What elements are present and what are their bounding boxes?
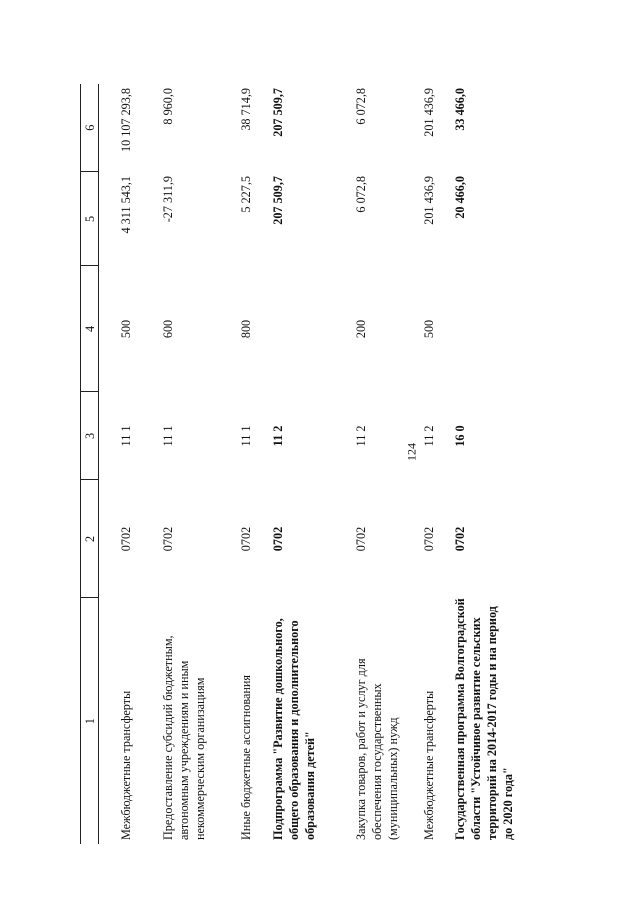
section-code: 0702 — [239, 526, 253, 552]
table-row — [160, 84, 238, 844]
amount-total: 10 107 293,8 — [119, 88, 133, 152]
budget-table — [80, 84, 547, 844]
rotated-page-content — [80, 84, 605, 844]
program-code: 11 2 — [271, 425, 285, 447]
table-row — [452, 84, 547, 844]
program-code: 16 0 — [453, 425, 467, 447]
section-code: 0702 — [422, 526, 436, 552]
table-row — [99, 84, 161, 844]
section-code: 0702 — [354, 526, 368, 552]
program-code: 11 1 — [239, 425, 253, 447]
table-row — [421, 84, 452, 844]
amount-total: 8 960,0 — [161, 88, 175, 125]
header-col-1: 1 — [81, 598, 99, 844]
expense-type: 500 — [119, 319, 133, 339]
program-code: 11 1 — [119, 425, 133, 447]
amount-total: 6 072,8 — [354, 88, 368, 125]
amount-change: 5 227,5 — [239, 176, 253, 213]
header-col-4: 4 — [81, 266, 99, 392]
amount-change: 20 466,0 — [453, 176, 467, 219]
amount-total: 207 509,7 — [271, 88, 285, 137]
amount-change: 207 509,7 — [271, 176, 285, 225]
amount-change: -27 311,9 — [161, 176, 175, 223]
program-code: 11 2 — [422, 425, 436, 447]
expense-type: 800 — [239, 319, 253, 339]
amount-total: 38 714,9 — [239, 88, 253, 131]
table-row — [238, 84, 270, 844]
section-code: 0702 — [271, 526, 285, 552]
header-row — [81, 84, 99, 844]
program-code: 11 2 — [354, 425, 368, 447]
amount-change: 6 072,8 — [354, 176, 368, 213]
page-number: 124 — [404, 443, 419, 461]
amount-total: 33 466,0 — [453, 88, 467, 131]
expense-type: 200 — [354, 319, 368, 339]
row-name: Межбюджетные трансферты — [422, 690, 436, 840]
section-code: 0702 — [119, 526, 133, 552]
amount-change: 201 436,9 — [422, 176, 436, 225]
row-name: Иные бюджетные ассигнования — [239, 674, 253, 840]
header-col-6: 6 — [81, 84, 99, 172]
program-code: 11 1 — [161, 425, 175, 447]
section-code: 0702 — [453, 526, 467, 552]
section-code: 0702 — [161, 526, 175, 552]
table-row — [270, 84, 353, 844]
row-name: Закупка товаров, работ и услуг для обеспечения государственных (муниципальных) нужд — [354, 658, 400, 840]
row-name: Межбюджетные трансферты — [119, 690, 133, 840]
header-col-3: 3 — [81, 392, 99, 480]
row-name: Предоставление субсидий бюджетным, автономным учреждениям и иным некоммерческим организациям — [161, 635, 207, 840]
amount-total: 201 436,9 — [422, 88, 436, 137]
expense-type — [452, 266, 547, 392]
table-row — [353, 84, 421, 844]
row-name: Государственная программа Волгоградской области "Устойчивое развитие сельских территорий на 2014-2017 годы и на период до 2020 года" — [453, 598, 515, 840]
row-name: Подпрограмма "Развитие дошкольного, общего образования и дополнительного образования детей" — [271, 618, 317, 840]
expense-type: 600 — [161, 319, 175, 339]
amount-change: 4 311 543,1 — [119, 176, 133, 234]
header-col-5: 5 — [81, 172, 99, 266]
header-col-2: 2 — [81, 480, 99, 598]
expense-type — [270, 266, 353, 392]
expense-type: 500 — [422, 319, 436, 339]
